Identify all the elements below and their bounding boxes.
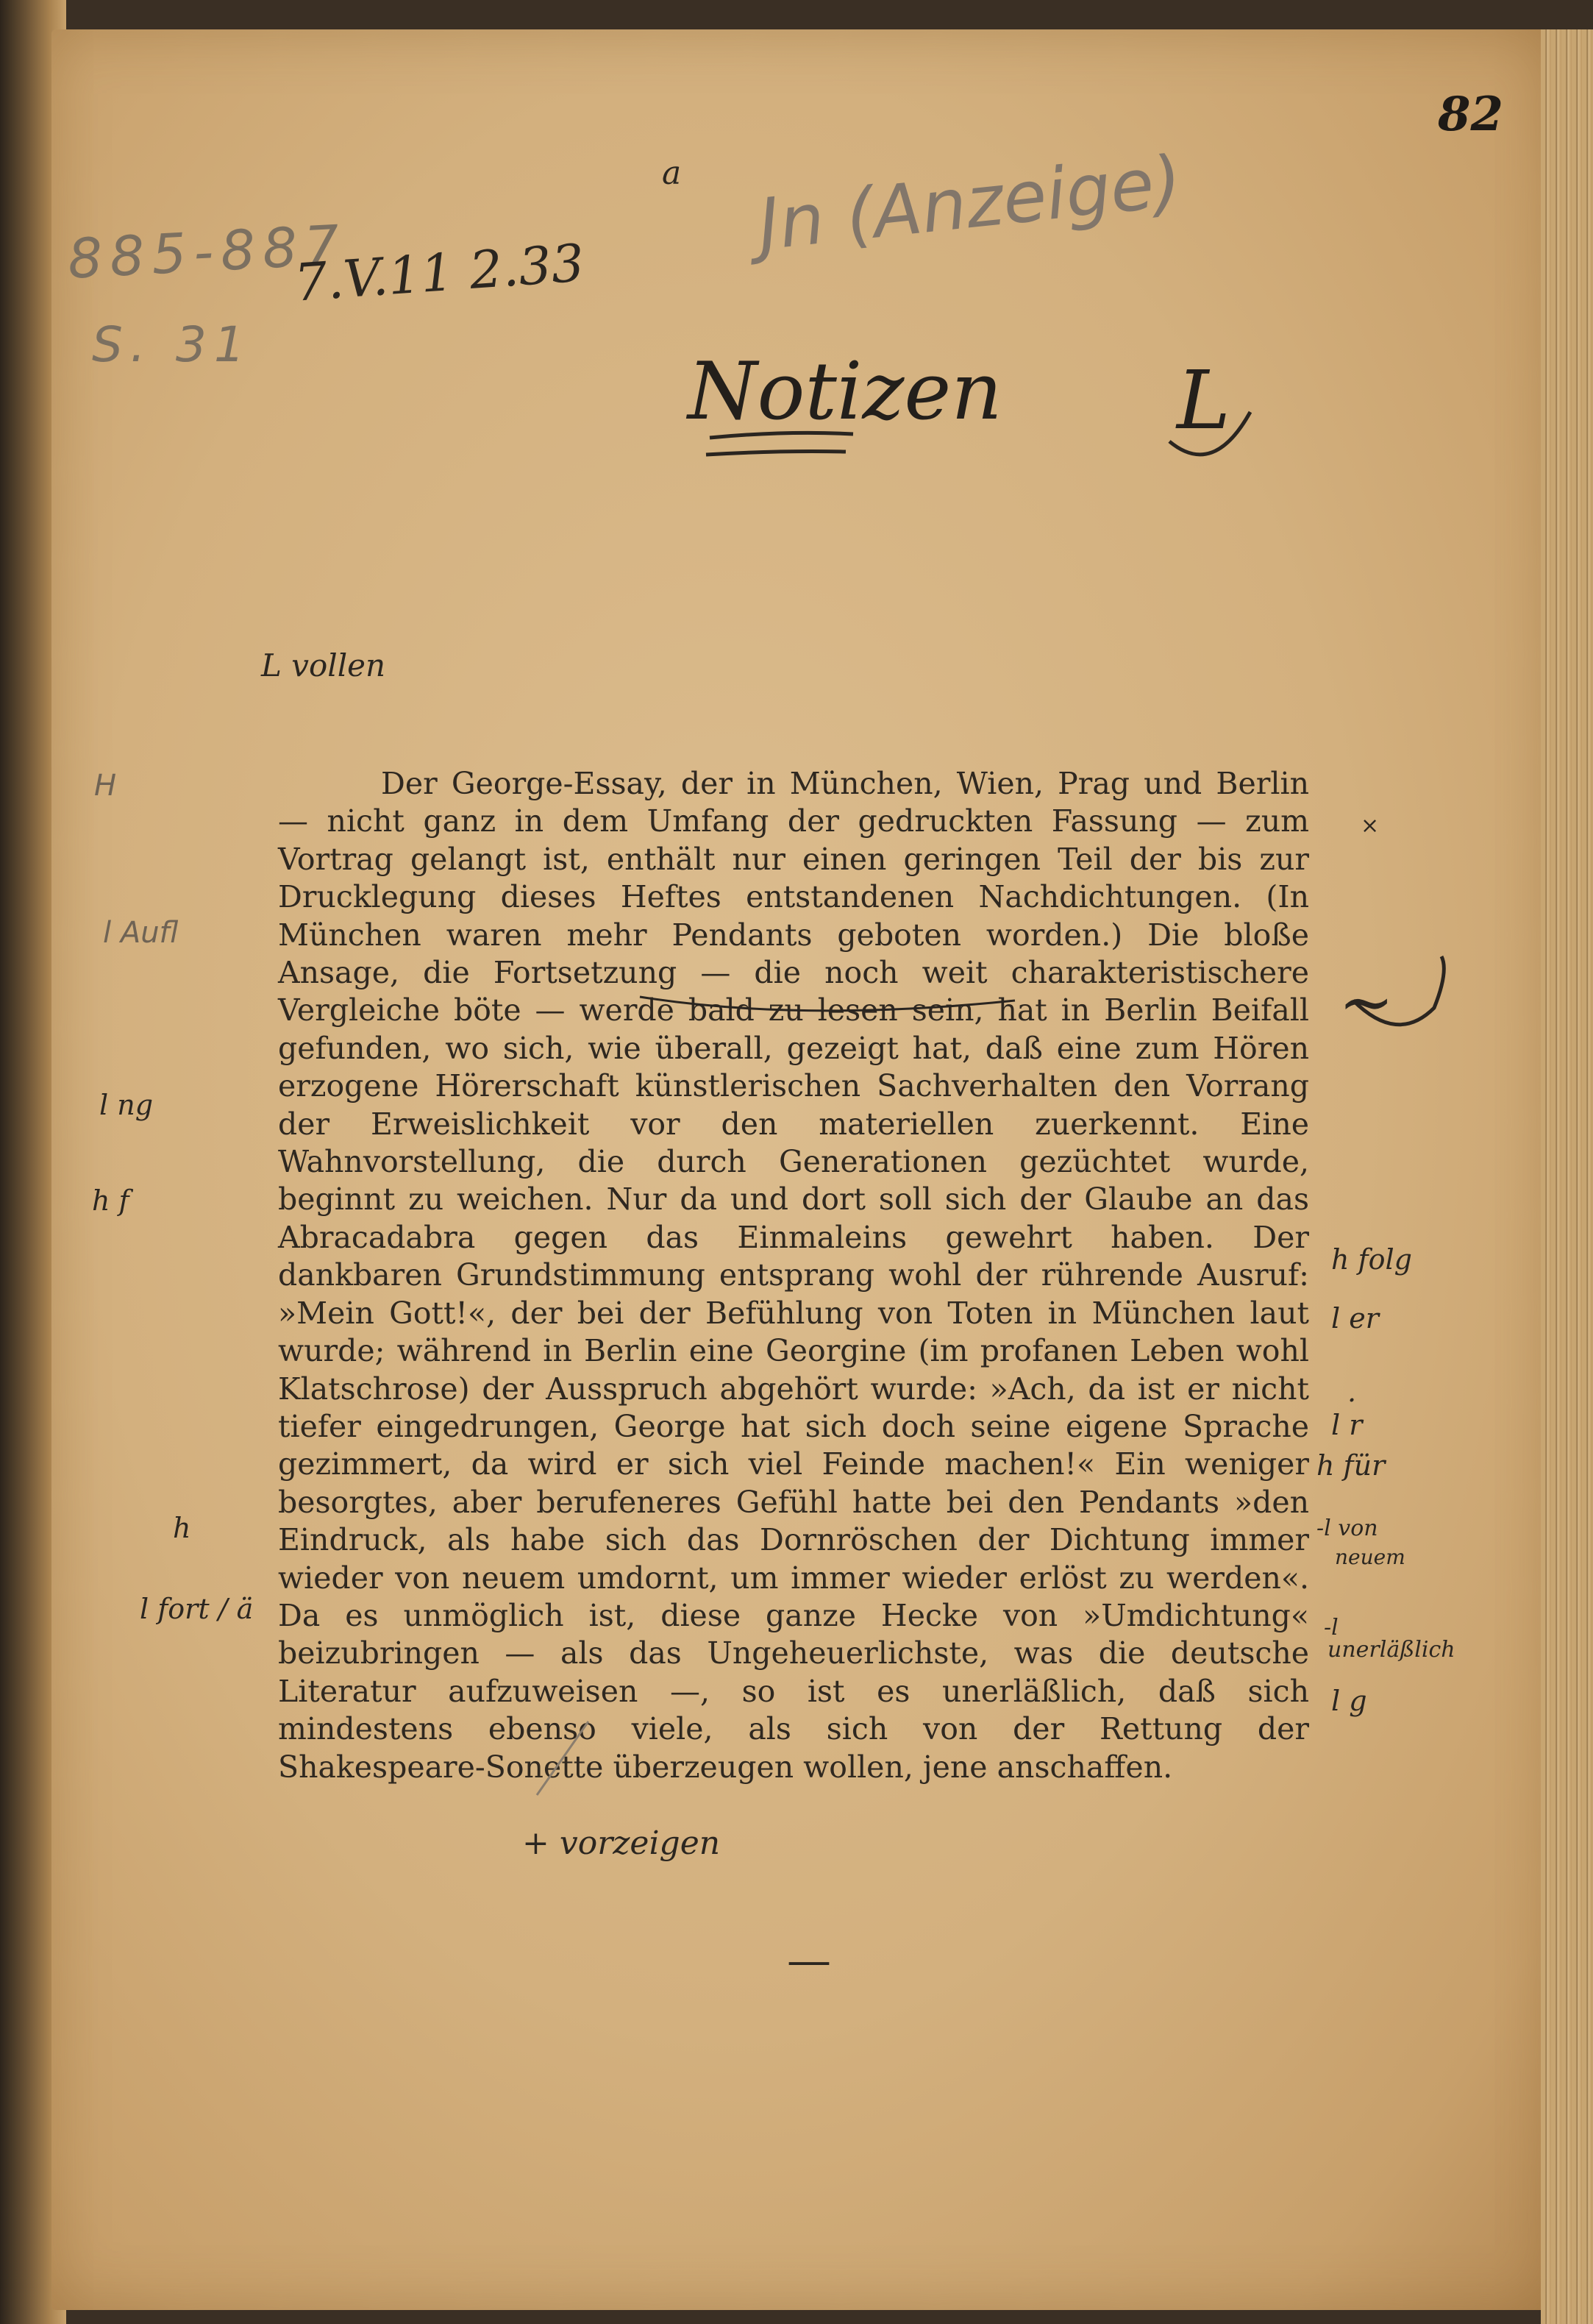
note-above-text: L vollen — [261, 647, 386, 683]
left-margin-note-1: H — [94, 769, 117, 803]
printed-paragraph: Der George-Essay, der in München, Wien, Prag und Berlin — nicht ganz in dem Umfang der gedruckten Fassung — zum Vortrag gelangt ist, enthält nur einen geringen Teil der bis zur Drucklegung dieses Heftes entstandenen Nachdichtungen. (In München waren mehr Pendants geboten worden.) Die bloße Ansage, die Fortsetzung — die noch weit charakteristischere Vergleiche böte — werde bald zu lesen sein, hat in Berlin Beifall gefunden, wo sich, wie überall, gezeigt hat, daß eine zum Hören erzogene Hörerschaft künstlerischen Sachverhalten den Vorrang der Erweislichkeit vor den materiellen zuerkennt. Eine Wahnvorstellung, die durch Generationen gezüchtet wurde, beginnt zu weichen. Nur da und dort soll sich der Glaube an das Abracadabra gegen das Einmaleins gewehrt haben. Der dankbaren Grundstimmung entsprang wohl der rührende Ausruf: »Mein Gott!«, der bei der Befühlung von Toten in München laut wurde; während in Berlin eine Georgine (im profanen Leben wohl Klatschrose) der Ausspruch abgehört wurde: »Ach, da ist er nicht tiefer eingedrungen, George hat sich doch seine eigene Sprache gezimmert, da wird er sich viel Feinde machen!« Ein weniger besorgtes, aber berufeneres Gefühl hatte bei den Pendants »den Eindruck, als habe sich das Dornröschen der Dichtung immer wieder von neuem umdornt, um immer wieder erlöst zu werden«. Da es unmöglich ist, diese ganze Hecke von »Umdichtung« beizubringen — als das Ungeheuerlichste, was die deutsche Literatur aufzuweisen —, so ist es unerläßlich, daß sich mindestens ebenso viele, als sich von der Rettung der Shakespeare-Sonette überzeugen wollen, jene anschaffen. — [278, 766, 1309, 1785]
end-rule: — — [787, 1935, 831, 1986]
pencil-reference-2: S. 31 — [92, 316, 252, 373]
right-margin-curve — [1353, 956, 1444, 1025]
right-margin-note-1: × — [1361, 813, 1380, 839]
right-margin-note-11: unerläßlich — [1328, 1637, 1455, 1663]
right-margin-note-4: l er — [1331, 1302, 1379, 1335]
title-underline-2 — [706, 452, 846, 455]
pencil-reference-1: 885-887 — [66, 213, 349, 291]
handwritten-title: Notizen — [688, 346, 1002, 438]
pencil-note: Jn (Anzeige) — [754, 140, 1186, 266]
left-margin-note-6: l fort / ä — [140, 1593, 254, 1625]
handwritten-mark-right: L — [1177, 353, 1231, 447]
title-underline-1 — [710, 433, 853, 438]
check-mark — [1169, 412, 1250, 455]
right-margin-note-9: neuem — [1335, 1545, 1405, 1569]
ink-reference: 7.V.11 2.33 — [292, 232, 586, 313]
left-margin-note-3: l ng — [99, 1089, 154, 1121]
right-margin-note-3: h folg — [1331, 1243, 1412, 1276]
left-margin-note-5: h — [173, 1512, 191, 1544]
right-margin-note-12: l g — [1331, 1685, 1367, 1717]
pencil-stroke — [537, 1721, 588, 1795]
underline-mark — [640, 997, 1015, 1011]
right-margin-note-10: -l — [1324, 1615, 1339, 1641]
bottom-note: + vorzeigen — [522, 1824, 721, 1862]
right-margin-note-5: . — [1347, 1376, 1357, 1408]
right-margin-note-6: l r — [1331, 1409, 1363, 1441]
right-margin-note-8: -l von — [1316, 1515, 1378, 1541]
right-margin-note-7: h für — [1316, 1449, 1386, 1482]
right-margin-note-2: ∼ — [1339, 964, 1394, 1041]
ink-superscript: a — [662, 154, 682, 192]
left-margin-note-2: l Aufl — [103, 916, 179, 950]
page-number: 82 — [1438, 87, 1504, 142]
left-margin-note-4: h f — [92, 1184, 129, 1217]
